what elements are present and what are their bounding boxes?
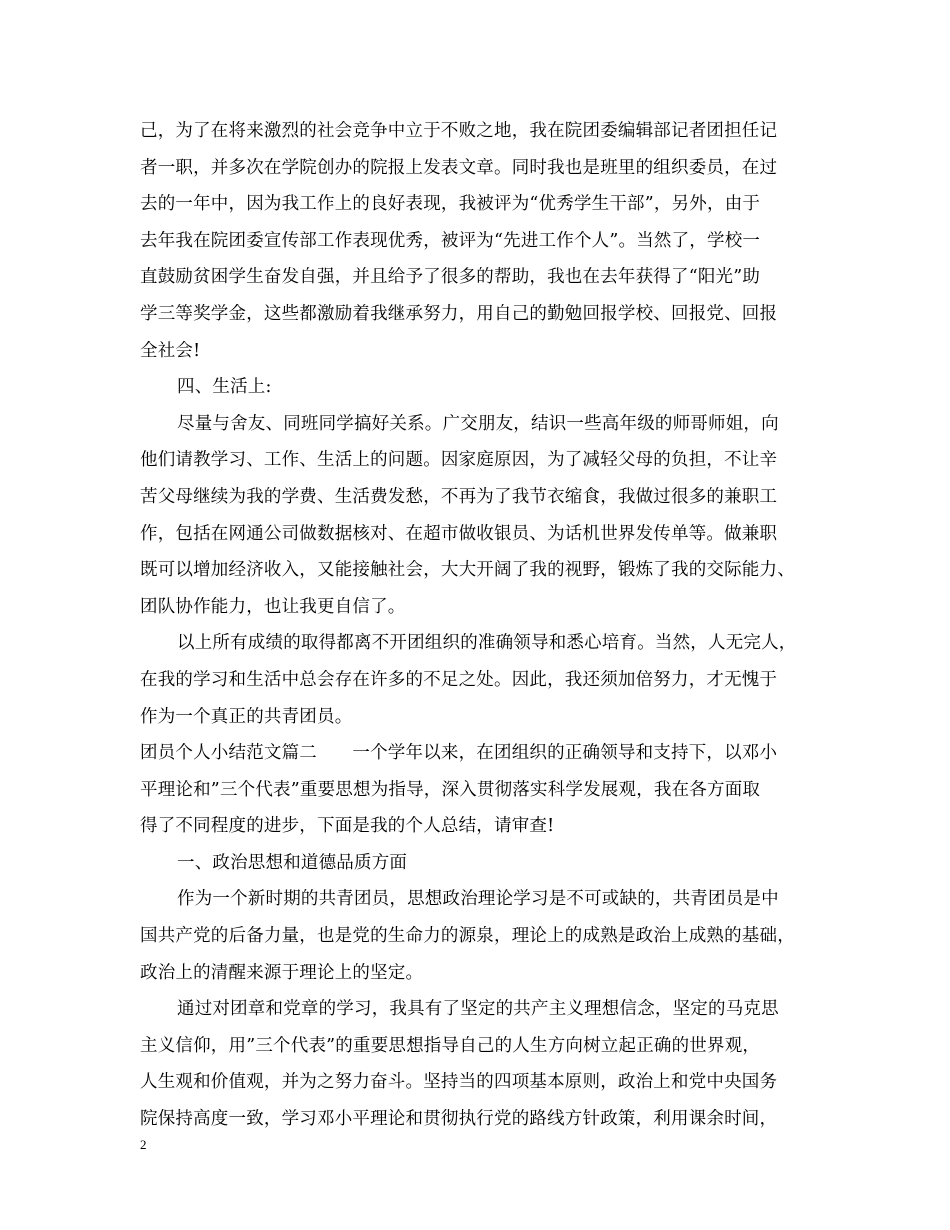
text-line: 苦父母继续为我的学费、生活费发愁，不再为了我节衣缩食，我做过很多的兼职工 (140, 486, 778, 507)
article-title-line: 团员个人小结范文篇二 一个学年以来，在团组织的正确领导和支持下，以邓小 (140, 743, 778, 764)
text-line: 以上所有成绩的取得都离不开团组织的准确领导和悉心培育。当然，人无完人， (177, 633, 797, 654)
text-line: 作为一个真正的共青团员。 (140, 706, 353, 727)
text-line: 直鼓励贫困学生奋发自强，并且给予了很多的帮助，我也在去年获得了“阳光”助 (140, 267, 761, 288)
page-number: 2 (140, 1137, 147, 1152)
text-line: 作，包括在网通公司做数据核对、在超市做收银员、为话机世界发传单等。做兼职 (140, 523, 778, 544)
text-line: 全社会! (140, 340, 201, 361)
text-line: 得了不同程度的进步，下面是我的个人总结，请审查! (140, 816, 555, 837)
text-line: 既可以增加经济收入，又能接触社会，大大开阔了我的视野，锻炼了我的交际能力、 (140, 560, 795, 581)
text-line: 去年我在院团委宣传部工作表现优秀，被评为“先进工作个人”。当然了，学校一 (140, 230, 761, 251)
text-line: 人生观和价值观，并为之努力奋斗。坚持当的四项基本原则，政治上和党中央国务 (140, 1072, 778, 1093)
text-line: 主义信仰，用”三个代表”的重要思想指导自己的人生方向树立起正确的世界观， (140, 1035, 761, 1056)
text-line: 他们请教学习、工作、生活上的问题。因家庭原因，为了减轻父母的负担，不让辛 (140, 450, 778, 471)
text-line: 者一职，并多次在学院创办的院报上发表文章。同时我也是班里的组织委员，在过 (140, 157, 778, 178)
text-line: 平理论和”三个代表”重要思想为指导，深入贯彻落实科学发展观，我在各方面取 (140, 779, 761, 800)
section-heading: 四、生活上: (177, 377, 272, 398)
text-line: 院保持高度一致，学习邓小平理论和贯彻执行党的路线方针政策，利用课余时间， (140, 1109, 778, 1130)
text-line: 作为一个新时期的共青团员，思想政治理论学习是不可或缺的，共青团员是中 (177, 889, 779, 910)
text-line: 团队协作能力，也让我更自信了。 (140, 596, 406, 617)
text-line: 去的一年中，因为我工作上的良好表现，我被评为“优秀学生干部”，另外，由于 (140, 194, 761, 215)
section-heading: 一、政治思想和道德品质方面 (177, 852, 408, 873)
text-line: 学三等奖学金，这些都激励着我继承努力，用自己的勤勉回报学校、回报党、回报 (140, 303, 778, 324)
document-body (140, 113, 830, 1138)
text-line: 尽量与舍友、同班同学搞好关系。广交朋友，结识一些高年级的师哥师姐，向 (177, 413, 779, 434)
text-line: 政治上的清醒来源于理论上的坚定。 (140, 962, 424, 983)
text-line: 通过对团章和党章的学习，我具有了坚定的共产主义理想信念，坚定的马克思 (177, 999, 779, 1020)
text-line: 己，为了在将来激烈的社会竞争中立于不败之地，我在院团委编辑部记者团担任记 (140, 121, 778, 141)
text-line: 在我的学习和生活中总会存在许多的不足之处。因此，我还须加倍努力，才无愧于 (140, 669, 778, 690)
text-line: 国共产党的后备力量，也是党的生命力的源泉，理论上的成熟是政治上成熟的基础， (140, 926, 795, 947)
